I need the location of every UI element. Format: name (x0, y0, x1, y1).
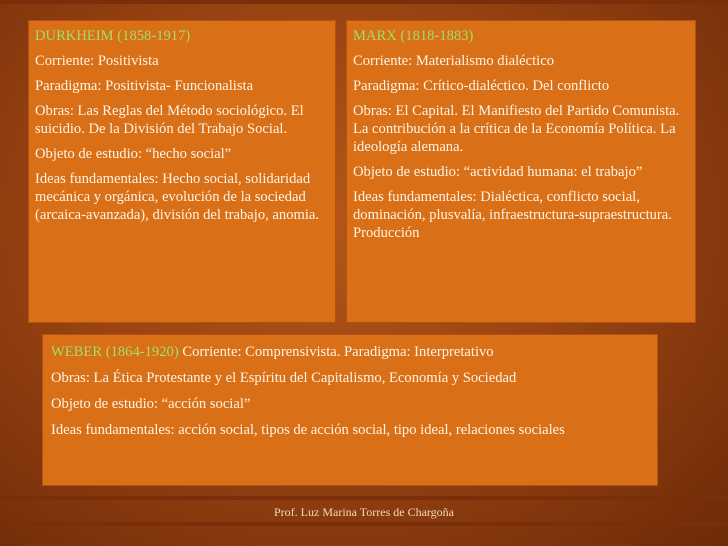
marx-paradigma: Paradigma: Crítico-dialéctico. Del conflicto (353, 78, 610, 94)
marx-objeto: Objeto de estudio: “actividad humana: el trabajo” (353, 164, 643, 180)
weber-ideas: Ideas fundamentales: acción social, tipos de acción social, tipo ideal, relaciones sociales (51, 422, 565, 438)
weber-intro: Corriente: Comprensivista. Paradigma: Interpretativo (178, 344, 494, 360)
durkheim-objeto: Objeto de estudio: “hecho social” (35, 146, 232, 162)
bottom-border-band (0, 496, 728, 500)
weber-objeto: Objeto de estudio: “acción social” (51, 396, 251, 412)
durkheim-heading: DURKHEIM (1858-1917) (35, 28, 191, 44)
weber-box (42, 334, 658, 486)
top-border-band (0, 0, 728, 4)
durkheim-corriente: Corriente: Positivista (35, 53, 159, 69)
durkheim-obras: Obras: Las Reglas del Método sociológico. El suicidio. De la División del Trabajo Social. (35, 103, 304, 137)
footer-credit: Prof. Luz Marina Torres de Chargoña (274, 505, 454, 519)
weber-heading: WEBER (1864-1920) (51, 344, 179, 360)
bottom-border-band-lower (0, 522, 728, 526)
durkheim-box (28, 20, 336, 323)
marx-box (346, 20, 696, 323)
weber-first-line (51, 343, 649, 361)
marx-ideas: Ideas fundamentales: Dialéctica, conflicto social, dominación, plusvalía, infraestructura-supraestructura. Producción (353, 189, 672, 241)
marx-heading: MARX (1818-1883) (353, 28, 474, 44)
durkheim-ideas: Ideas fundamentales: Hecho social, solidaridad mecánica y orgánica, evolución de la sociedad (arcaica-avanzada), división del trabajo, anomia. (35, 171, 320, 223)
durkheim-paradigma: Paradigma: Positivista- Funcionalista (35, 78, 254, 94)
weber-obras: Obras: La Ética Protestante y el Espíritu del Capitalismo, Economía y Sociedad (51, 370, 517, 386)
marx-corriente: Corriente: Materialismo dialéctico (353, 53, 554, 69)
marx-obras: Obras: El Capital. El Manifiesto del Partido Comunista. La contribución a la crítica de la Economía Política. La ideología alemana. (353, 103, 680, 155)
